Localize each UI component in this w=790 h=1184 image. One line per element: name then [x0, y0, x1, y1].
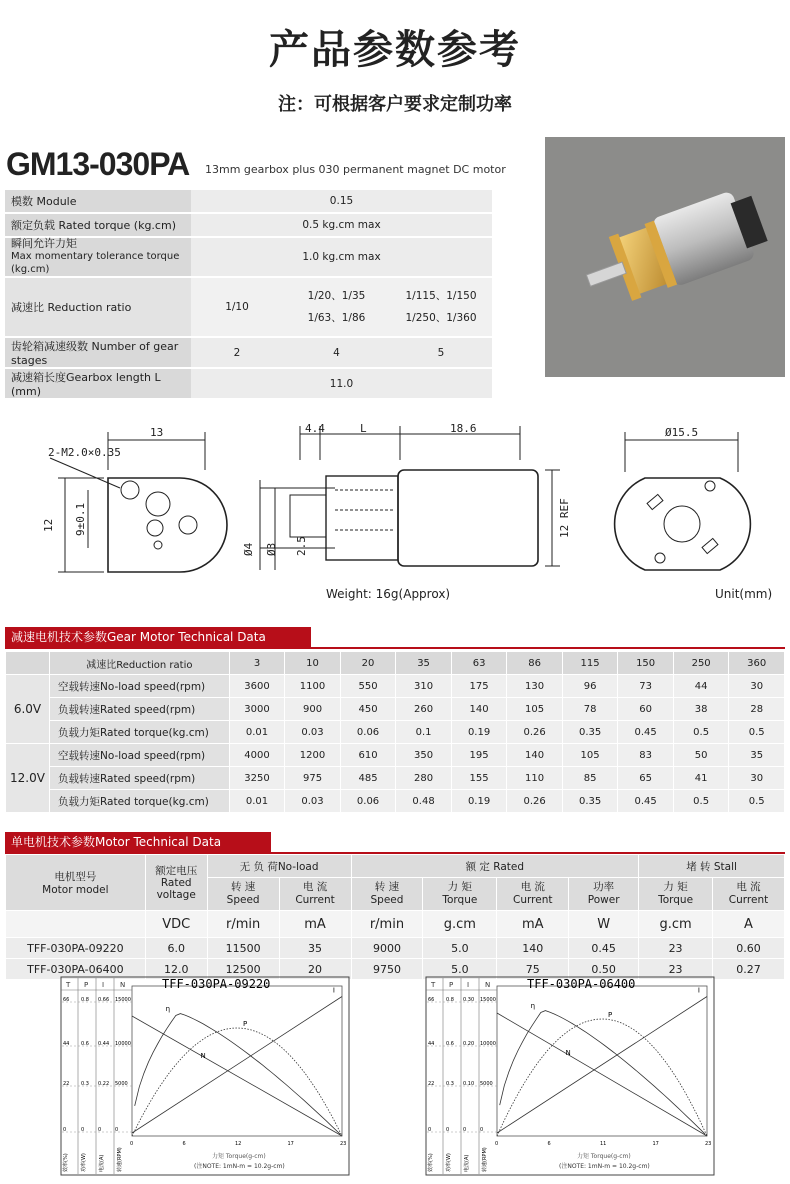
- motor-model-name: TFF-030PA-06400: [6, 959, 146, 980]
- series-label: η: [530, 1002, 536, 1010]
- spec-rated-torque-value: 0.5 kg.cm max: [191, 213, 492, 237]
- table-cell: 0.27: [713, 959, 785, 980]
- axis-header: P: [84, 981, 89, 989]
- spec-max-torque-value: 1.0 kg.cm max: [191, 237, 492, 277]
- ratio-value: 150: [618, 652, 674, 675]
- table-cell: 0.26: [507, 721, 563, 744]
- subheader-cn: 电 流: [736, 881, 761, 893]
- ratio-text: 1/250、1/360: [405, 312, 477, 324]
- table-cell: 0.45: [618, 721, 674, 744]
- table-cell: 12500: [207, 959, 279, 980]
- dim-L: L: [360, 422, 367, 435]
- table-cell: 65: [618, 767, 674, 790]
- axis-header: I: [102, 981, 105, 989]
- table-cell: 195: [451, 744, 507, 767]
- table-cell: 155: [451, 767, 507, 790]
- ratio-text: 1/20、1/35: [307, 290, 366, 302]
- tick-label: 0: [463, 1127, 467, 1133]
- subheader-cn: 电 流: [302, 881, 328, 893]
- table-cell: 1100: [285, 675, 341, 698]
- table-cell: 12.0: [145, 959, 207, 980]
- table-cell: 0.19: [451, 790, 507, 813]
- subheader-en: Current: [728, 894, 769, 906]
- dim-12-ref: 12 REF: [558, 498, 571, 538]
- tick-label: 0: [81, 1127, 85, 1133]
- table-cell: 175: [451, 675, 507, 698]
- motor-subheader: [713, 878, 785, 911]
- subheader-en: Speed: [226, 894, 260, 906]
- unit-cell: mA: [279, 911, 351, 938]
- table-cell: 140: [451, 698, 507, 721]
- table-cell: 35: [279, 938, 351, 959]
- dim-phi4: Ø4: [242, 542, 255, 556]
- spec-stages-label: 齿轮箱减速级数 Number of gear stages: [5, 337, 191, 368]
- dim-18-6: 18.6: [450, 422, 477, 435]
- axis-header: N: [120, 981, 126, 989]
- table-cell: 75: [497, 959, 569, 980]
- chart-title: TFF-030PA-09220: [162, 977, 271, 991]
- tick-label: 0.44: [98, 1041, 110, 1047]
- motor-subheader: [207, 878, 279, 911]
- table-cell: 0.45: [569, 938, 639, 959]
- plot-area: [497, 986, 707, 1136]
- table-cell: 50: [673, 744, 729, 767]
- spec-table: [5, 190, 492, 400]
- tick-label: 66: [63, 997, 70, 1003]
- table-cell: 30: [729, 767, 785, 790]
- table-cell: 5.0: [423, 959, 497, 980]
- table-cell: 130: [507, 675, 563, 698]
- series-line-N: [132, 1016, 342, 1136]
- subheader-en: Torque: [442, 894, 478, 906]
- table-cell: 23: [639, 938, 713, 959]
- series-line-I: [132, 997, 342, 1134]
- subheader-cn: 功率: [593, 881, 615, 893]
- gear-motor-section-title: 减速电机技术参数Gear Motor Technical Data: [5, 627, 311, 647]
- ratio-value: 115: [562, 652, 618, 675]
- voltage-label: 6.0V: [6, 675, 50, 744]
- tick-label: 0: [115, 1127, 119, 1133]
- table-cell: 485: [340, 767, 396, 790]
- tick-label: 0.20: [463, 1041, 475, 1047]
- subheader-en: Current: [513, 894, 553, 906]
- unit-cell: r/min: [351, 911, 423, 938]
- ratio-value: 10: [285, 652, 341, 675]
- x-tick-label: 11: [600, 1141, 607, 1147]
- ratio-value: 86: [507, 652, 563, 675]
- spec-reduction-2stage: 1/10: [191, 277, 283, 337]
- subheader-cn: 力 矩: [447, 881, 473, 893]
- table-cell: 0.19: [451, 721, 507, 744]
- dim-13: 13: [150, 426, 164, 439]
- tick-label: 0.6: [446, 1041, 454, 1047]
- x-tick-label: 6: [547, 1141, 551, 1147]
- ratio-label: 减速比Reduction ratio: [49, 652, 229, 675]
- tick-label: 0.10: [463, 1081, 475, 1087]
- table-cell: 0.5: [673, 790, 729, 813]
- table-cell: 6.0: [145, 938, 207, 959]
- tick-label: 66: [428, 997, 435, 1003]
- tick-label: 0.3: [81, 1081, 89, 1087]
- section-divider: [5, 647, 785, 649]
- motor-subheader: [351, 878, 423, 911]
- voltage-label: 12.0V: [6, 744, 50, 813]
- tick-label: 44: [428, 1041, 435, 1047]
- x-tick-label: 23: [340, 1141, 347, 1147]
- row-label: 负载转速Rated speed(rpm): [49, 767, 229, 790]
- ratio-text: 1/115、1/150: [405, 290, 477, 302]
- tick-label: 0: [446, 1127, 450, 1133]
- axis-header: N: [485, 981, 491, 989]
- motor-section-title: 单电机技术参数Motor Technical Data: [5, 832, 271, 852]
- table-cell: 0.35: [562, 790, 618, 813]
- table-cell: 23: [639, 959, 713, 980]
- motor-subheader: [639, 878, 713, 911]
- dim-thread: 2-M2.0×0.35: [48, 446, 121, 459]
- unit-cell: mA: [497, 911, 569, 938]
- ratio-value: 20: [340, 652, 396, 675]
- table-cell: 140: [507, 744, 563, 767]
- subheader-cn: 电 流: [520, 881, 545, 893]
- series-line-η: [135, 1014, 341, 1135]
- table-cell: 9750: [351, 959, 423, 980]
- plot-area: [132, 986, 342, 1136]
- axis-header: I: [467, 981, 470, 989]
- table-cell: 3600: [229, 675, 285, 698]
- tick-label: 0: [98, 1127, 102, 1133]
- unit-cell: g.cm: [423, 911, 497, 938]
- subheader-en: Speed: [370, 894, 404, 906]
- tick-label: 0: [63, 1127, 67, 1133]
- spec-reduction-4stage: [283, 277, 390, 337]
- table-cell: 900: [285, 698, 341, 721]
- technical-drawing: [0, 420, 790, 590]
- table-cell: 41: [673, 767, 729, 790]
- spec-length-value: 11.0: [191, 368, 492, 399]
- row-label: 负载力矩Rated torque(kg.cm): [49, 790, 229, 813]
- dim-12: 12: [42, 518, 55, 532]
- series-label: P: [243, 1020, 248, 1028]
- motor-subheader: [569, 878, 639, 911]
- table-cell: 28: [729, 698, 785, 721]
- x-tick-label: 12: [235, 1141, 242, 1147]
- dim-2-5: 2.5: [295, 536, 308, 556]
- subheader-cn: 转 速: [374, 881, 400, 893]
- tick-label: 0.66: [98, 997, 110, 1003]
- stall-header: 堵 转 Stall: [639, 855, 785, 878]
- spec-length-label: 减速箱长度Gearbox length L (mm): [5, 368, 191, 399]
- product-subtitle: 13mm gearbox plus 030 permanent magnet DC motor: [205, 163, 506, 176]
- noload-header: 无 负 荷No-load: [207, 855, 351, 878]
- unit-cell: W: [569, 911, 639, 938]
- table-cell: 38: [673, 698, 729, 721]
- tick-label: 0.3: [446, 1081, 454, 1087]
- table-cell: 110: [507, 767, 563, 790]
- table-cell: 0.03: [285, 721, 341, 744]
- gear-motor-table: [5, 651, 785, 813]
- tick-label: 0: [428, 1127, 432, 1133]
- tick-label: 5000: [480, 1081, 493, 1087]
- customization-note: 注：可根据客户要求定制功率: [278, 94, 512, 115]
- dim-9: 9±0.1: [74, 502, 87, 536]
- rated-header: 额 定 Rated: [351, 855, 639, 878]
- series-line-η: [500, 1011, 706, 1135]
- x-tick-label: 0: [495, 1141, 499, 1147]
- series-line-N: [497, 1013, 707, 1136]
- unit-note: (注NOTE: 1mN-m = 10.2g-cm): [559, 1163, 650, 1170]
- spec-stages-value: 5: [390, 337, 492, 368]
- chart-title: TFF-030PA-06400: [527, 977, 636, 991]
- spec-max-torque-label-cn: 瞬间允许力矩: [11, 237, 77, 250]
- table-cell: 3250: [229, 767, 285, 790]
- table-cell: 0.5: [729, 721, 785, 744]
- axis-unit-label: 电流(A): [99, 1154, 105, 1172]
- blank-cell: [6, 911, 146, 938]
- table-cell: 140: [497, 938, 569, 959]
- table-cell: 3000: [229, 698, 285, 721]
- table-cell: 9000: [351, 938, 423, 959]
- table-cell: 105: [562, 744, 618, 767]
- spec-module-label: 模数 Module: [5, 190, 191, 213]
- header-cn: 电机型号: [54, 871, 97, 883]
- table-cell: 73: [618, 675, 674, 698]
- ratio-value: 250: [673, 652, 729, 675]
- subheader-en: Power: [587, 894, 620, 906]
- ratio-text: 1/63、1/86: [307, 312, 366, 324]
- page-title: 产品参数参考: [269, 27, 521, 73]
- table-cell: 450: [340, 698, 396, 721]
- subheader-en: Torque: [658, 894, 694, 906]
- header-en: voltage: [156, 888, 196, 901]
- axis-unit-label: 效率(%): [428, 1153, 434, 1172]
- tick-label: 0.8: [446, 997, 454, 1003]
- table-cell: 35: [729, 744, 785, 767]
- unit-cell: VDC: [145, 911, 207, 938]
- x-tick-label: 17: [287, 1141, 294, 1147]
- axis-unit-label: 效率(%): [63, 1153, 69, 1172]
- table-cell: 550: [340, 675, 396, 698]
- blank-cell: [6, 652, 50, 675]
- series-label: P: [608, 1011, 613, 1019]
- table-cell: 0.50: [569, 959, 639, 980]
- tick-label: 0.22: [98, 1081, 110, 1087]
- spec-max-torque-label: [5, 237, 191, 277]
- header-en: Motor model: [42, 884, 109, 896]
- table-cell: 0.01: [229, 721, 285, 744]
- table-cell: 260: [396, 698, 452, 721]
- series-line-P: [132, 1028, 342, 1136]
- motor-subheader: [423, 878, 497, 911]
- unit-note: (注NOTE: 1mN-m = 10.2g-cm): [194, 1163, 285, 1170]
- table-cell: 0.01: [229, 790, 285, 813]
- unit-cell: g.cm: [639, 911, 713, 938]
- table-cell: 0.45: [618, 790, 674, 813]
- series-label: I: [697, 986, 700, 995]
- table-cell: 0.1: [396, 721, 452, 744]
- series-label: N: [565, 1049, 571, 1057]
- table-cell: 0.60: [713, 938, 785, 959]
- table-cell: 1200: [285, 744, 341, 767]
- axis-header: T: [66, 981, 71, 989]
- series-label: N: [200, 1052, 206, 1060]
- spec-max-torque-label-en: Max momentary tolerance torque (kg.cm): [11, 251, 180, 275]
- chart-frame: [61, 977, 349, 1175]
- table-cell: 20: [279, 959, 351, 980]
- ratio-value: 360: [729, 652, 785, 675]
- table-cell: 96: [562, 675, 618, 698]
- table-cell: 0.5: [673, 721, 729, 744]
- row-label: 负载转速Rated speed(rpm): [49, 698, 229, 721]
- ratio-value: 3: [229, 652, 285, 675]
- spec-module-value: 0.15: [191, 190, 492, 213]
- table-cell: 0.03: [285, 790, 341, 813]
- tick-label: 0.6: [81, 1041, 89, 1047]
- unit-cell: r/min: [207, 911, 279, 938]
- ratio-value: 63: [451, 652, 507, 675]
- table-cell: 0.5: [729, 790, 785, 813]
- series-line-P: [497, 1019, 707, 1136]
- x-tick-label: 6: [182, 1141, 186, 1147]
- motor-model-header: [6, 855, 146, 911]
- table-cell: 5.0: [423, 938, 497, 959]
- axis-unit-label: 转速(RPM): [482, 1147, 488, 1172]
- unit-caption: Unit(mm): [715, 587, 773, 601]
- x-axis-label: 力矩 Torque(g-cm): [577, 1153, 631, 1160]
- table-cell: 11500: [207, 938, 279, 959]
- spec-reduction-label: 减速比 Reduction ratio: [5, 277, 191, 337]
- axis-unit-label: 功率(W): [81, 1153, 87, 1172]
- x-axis-label: 力矩 Torque(g-cm): [212, 1153, 266, 1160]
- spec-stages-value: 2: [191, 337, 283, 368]
- performance-chart-06400: [425, 976, 715, 1176]
- row-label: 空载转速No-load speed(rpm): [49, 675, 229, 698]
- spec-stages-value: 4: [283, 337, 390, 368]
- x-tick-label: 23: [705, 1141, 712, 1147]
- weight-caption: Weight: 16g(Approx): [326, 587, 451, 601]
- table-cell: 4000: [229, 744, 285, 767]
- axis-header: T: [431, 981, 436, 989]
- ratio-value: 35: [396, 652, 452, 675]
- table-cell: 30: [729, 675, 785, 698]
- tick-label: 0.30: [463, 997, 475, 1003]
- motor-subheader: [497, 878, 569, 911]
- x-tick-label: 17: [652, 1141, 659, 1147]
- tick-label: 22: [428, 1081, 435, 1087]
- tick-label: 0.8: [81, 997, 89, 1003]
- table-cell: 0.26: [507, 790, 563, 813]
- table-cell: 44: [673, 675, 729, 698]
- motor-subheader: [279, 878, 351, 911]
- tick-label: 10000: [115, 1041, 131, 1047]
- table-cell: 85: [562, 767, 618, 790]
- dim-phi15-5: Ø15.5: [665, 426, 699, 439]
- chart-frame: [426, 977, 714, 1175]
- tick-label: 15000: [480, 997, 496, 1003]
- subheader-cn: 转 速: [230, 881, 256, 893]
- table-cell: 0.48: [396, 790, 452, 813]
- tick-label: 10000: [480, 1041, 496, 1047]
- table-cell: 83: [618, 744, 674, 767]
- table-cell: 280: [396, 767, 452, 790]
- axis-header: P: [449, 981, 454, 989]
- gear-motor-illustration: [545, 137, 785, 377]
- product-model: GM13-030PA: [6, 146, 190, 182]
- row-label: 负载力矩Rated torque(kg.cm): [49, 721, 229, 744]
- dim-4-4: 4.4: [305, 422, 325, 435]
- tick-label: 22: [63, 1081, 70, 1087]
- table-cell: 105: [507, 698, 563, 721]
- performance-chart-09220: [60, 976, 350, 1176]
- series-label: η: [165, 1005, 171, 1013]
- subheader-en: Current: [295, 894, 335, 906]
- table-cell: 310: [396, 675, 452, 698]
- x-tick-label: 0: [130, 1141, 134, 1147]
- spec-reduction-5stage: [390, 277, 492, 337]
- back-view: [615, 432, 751, 570]
- table-cell: 60: [618, 698, 674, 721]
- table-cell: 350: [396, 744, 452, 767]
- row-label: 空载转速No-load speed(rpm): [49, 744, 229, 767]
- series-line-I: [497, 997, 707, 1134]
- table-cell: 78: [562, 698, 618, 721]
- table-cell: 0.35: [562, 721, 618, 744]
- series-label: I: [332, 986, 335, 995]
- subheader-cn: 力 矩: [663, 881, 688, 893]
- axis-unit-label: 转速(RPM): [117, 1147, 123, 1172]
- tick-label: 44: [63, 1041, 70, 1047]
- header-en: Rated: [160, 876, 192, 889]
- axis-unit-label: 电流(A): [464, 1154, 470, 1172]
- table-cell: 610: [340, 744, 396, 767]
- tick-label: 15000: [115, 997, 131, 1003]
- motor-model-name: TFF-030PA-09220: [6, 938, 146, 959]
- product-photo: [545, 137, 785, 377]
- dim-phi3: Ø3: [265, 542, 278, 556]
- rated-voltage-header: [145, 855, 207, 911]
- table-cell: 0.06: [340, 790, 396, 813]
- header-cn: 额定电压: [155, 864, 198, 877]
- tick-label: 0: [480, 1127, 484, 1133]
- tick-label: 5000: [115, 1081, 128, 1087]
- spec-rated-torque-label: 额定负载 Rated torque (kg.cm): [5, 213, 191, 237]
- motor-table: [5, 854, 785, 980]
- unit-cell: A: [713, 911, 785, 938]
- table-cell: 975: [285, 767, 341, 790]
- table-cell: 0.06: [340, 721, 396, 744]
- axis-unit-label: 功率(W): [446, 1153, 452, 1172]
